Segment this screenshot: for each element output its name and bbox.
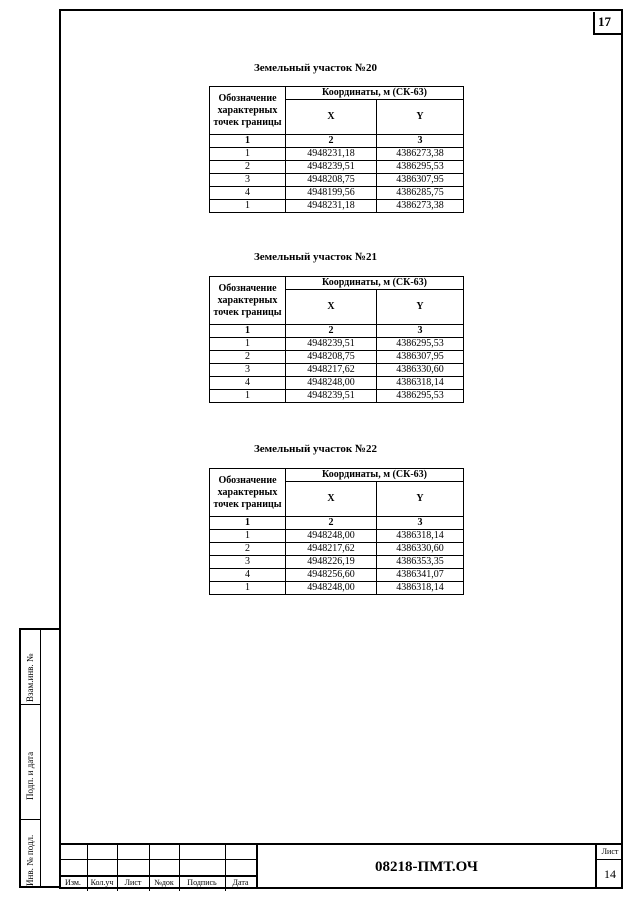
header-x: X xyxy=(286,100,377,135)
column-number: 3 xyxy=(377,517,464,530)
coord-y: 4386307,95 xyxy=(377,174,464,187)
table-row xyxy=(210,174,464,187)
column-number: 3 xyxy=(377,135,464,148)
column-number: 3 xyxy=(377,325,464,338)
revision-grid xyxy=(59,843,256,889)
coord-x: 4948217,62 xyxy=(286,543,377,556)
coord-x: 4948248,00 xyxy=(286,530,377,543)
point-number: 3 xyxy=(210,364,286,377)
point-number: 4 xyxy=(210,187,286,200)
coord-x: 4948217,62 xyxy=(286,364,377,377)
table-row xyxy=(210,556,464,569)
stamp-label-inv-original: Инв. № подл. xyxy=(25,834,35,886)
title-block xyxy=(59,843,623,889)
document-code: 08218-ПМТ.ОЧ xyxy=(256,843,595,889)
stamp-label-replace-inv: Взам.инв. № xyxy=(25,653,35,702)
label-doc-no: №док xyxy=(154,878,174,887)
table-row xyxy=(210,377,464,390)
coord-y: 4386285,75 xyxy=(377,187,464,200)
point-number: 1 xyxy=(210,530,286,543)
page-number-box: 17 xyxy=(593,12,622,35)
coord-y: 4386330,60 xyxy=(377,543,464,556)
table-row xyxy=(210,148,464,161)
sheet-box xyxy=(595,843,623,889)
column-number: 1 xyxy=(210,135,286,148)
point-number: 1 xyxy=(210,582,286,595)
table-row xyxy=(210,390,464,403)
table-row xyxy=(210,364,464,377)
coordinates-table xyxy=(209,276,464,403)
table-row xyxy=(210,200,464,213)
point-number: 1 xyxy=(210,200,286,213)
coord-y: 4386295,53 xyxy=(377,161,464,174)
header-y: Y xyxy=(377,100,464,135)
coord-x: 4948239,51 xyxy=(286,338,377,351)
column-number: 1 xyxy=(210,517,286,530)
point-number: 1 xyxy=(210,148,286,161)
column-number: 2 xyxy=(286,135,377,148)
table-row xyxy=(210,338,464,351)
point-number: 3 xyxy=(210,556,286,569)
label-signature: Подпись xyxy=(187,878,217,887)
table-row xyxy=(210,161,464,174)
point-number: 4 xyxy=(210,377,286,390)
label-kol-uch: Кол.уч xyxy=(90,878,114,887)
coord-x: 4948231,18 xyxy=(286,148,377,161)
header-coordinates: Координаты, м (СК-63) xyxy=(286,87,464,100)
point-number: 1 xyxy=(210,338,286,351)
coord-y: 4386273,38 xyxy=(377,148,464,161)
column-number: 2 xyxy=(286,325,377,338)
coord-x: 4948248,00 xyxy=(286,582,377,595)
sheet-label: Лист xyxy=(597,845,623,860)
header-coordinates: Координаты, м (СК-63) xyxy=(286,469,464,482)
column-number: 2 xyxy=(286,517,377,530)
coord-y: 4386307,95 xyxy=(377,351,464,364)
table-row xyxy=(210,543,464,556)
coord-x: 4948226,19 xyxy=(286,556,377,569)
coord-y: 4386330,60 xyxy=(377,364,464,377)
coord-y: 4386318,14 xyxy=(377,530,464,543)
table-row xyxy=(210,351,464,364)
coord-x: 4948239,51 xyxy=(286,161,377,174)
table-row xyxy=(210,530,464,543)
table-row xyxy=(210,187,464,200)
point-number: 2 xyxy=(210,161,286,174)
coord-y: 4386341,07 xyxy=(377,569,464,582)
header-coordinates: Координаты, м (СК-63) xyxy=(286,277,464,290)
coord-x: 4948208,75 xyxy=(286,174,377,187)
label-izm: Изм. xyxy=(65,878,81,887)
header-x: X xyxy=(286,290,377,325)
coord-x: 4948239,51 xyxy=(286,390,377,403)
coord-y: 4386318,14 xyxy=(377,582,464,595)
coord-y: 4386295,53 xyxy=(377,338,464,351)
table-row xyxy=(210,582,464,595)
header-point-designation: Обозначение характерных точек границы xyxy=(210,277,286,325)
header-y: Y xyxy=(377,482,464,517)
header-point-designation: Обозначение характерных точек границы xyxy=(210,469,286,517)
table-row xyxy=(210,569,464,582)
point-number: 1 xyxy=(210,390,286,403)
coord-x: 4948199,56 xyxy=(286,187,377,200)
coord-x: 4948256,60 xyxy=(286,569,377,582)
stamp-label-sign-date: Подп. и дата xyxy=(25,751,35,800)
plot-title: Земельный участок №20 xyxy=(253,62,378,74)
coord-x: 4948231,18 xyxy=(286,200,377,213)
plot-title: Земельный участок №22 xyxy=(253,443,378,455)
label-list: Лист xyxy=(124,878,142,887)
point-number: 4 xyxy=(210,569,286,582)
coord-y: 4386295,53 xyxy=(377,390,464,403)
label-date: Дата xyxy=(232,878,249,887)
coord-y: 4386353,35 xyxy=(377,556,464,569)
sheet-number: 14 xyxy=(604,867,616,881)
coordinates-table xyxy=(209,468,464,595)
point-number: 2 xyxy=(210,543,286,556)
point-number: 3 xyxy=(210,174,286,187)
coord-x: 4948208,75 xyxy=(286,351,377,364)
plot-title: Земельный участок №21 xyxy=(253,251,378,263)
left-stamp xyxy=(19,628,59,888)
header-y: Y xyxy=(377,290,464,325)
coord-y: 4386273,38 xyxy=(377,200,464,213)
coordinates-table xyxy=(209,86,464,213)
header-x: X xyxy=(286,482,377,517)
coord-x: 4948248,00 xyxy=(286,377,377,390)
header-point-designation: Обозначение характерных точек границы xyxy=(210,87,286,135)
column-number: 1 xyxy=(210,325,286,338)
coord-y: 4386318,14 xyxy=(377,377,464,390)
point-number: 2 xyxy=(210,351,286,364)
